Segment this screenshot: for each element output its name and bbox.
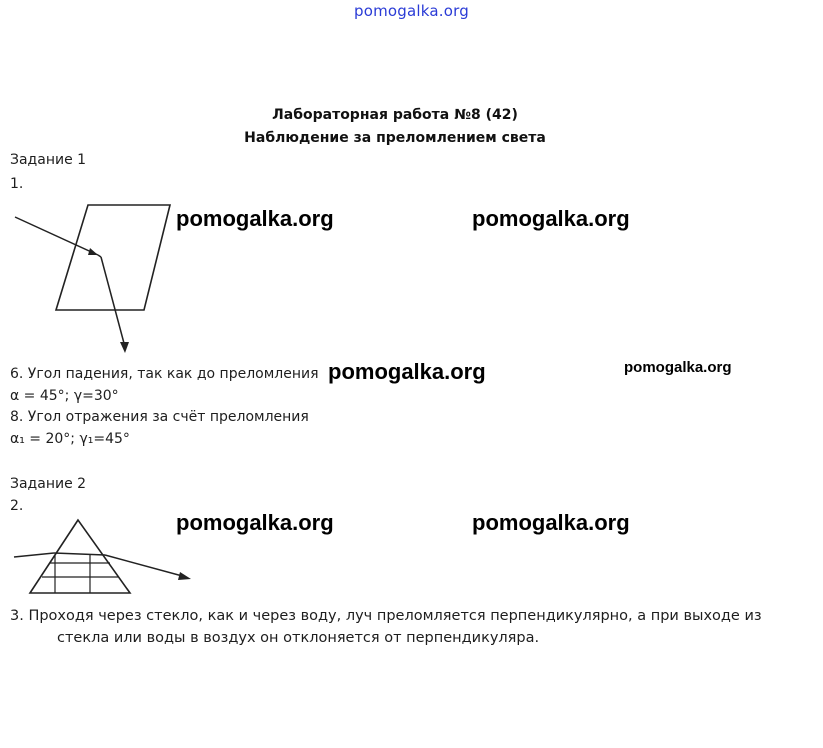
task2-heading: Задание 2 [10,476,87,492]
task1-item6: 6. Угол падения, так как до преломления [10,366,319,382]
glass-plate-shape [56,205,170,310]
prism-shape [30,520,130,593]
task1-values-1: α = 45°; γ=30° [10,388,119,404]
watermark-6: pomogalka.org [472,510,630,535]
inner-ray [54,553,105,555]
watermark-2: pomogalka.org [472,206,630,231]
watermark-1: pomogalka.org [176,206,334,231]
incident-ray-2 [14,553,54,557]
task1-heading: Задание 1 [10,152,87,168]
task2-item3-line1: 3. Проходя через стекло, как и через воду, луч преломляется перпендикулярно, а при выходе из [10,608,762,624]
incident-ray [15,217,98,255]
document-title: Лабораторная работа №8 (42) [272,107,518,123]
task1-item1-number: 1. [10,176,24,192]
task1-values-2: α₁ = 20°; γ₁=45° [10,431,130,447]
site-link[interactable]: pomogalka.org [354,2,469,20]
figure-prism-refraction [10,515,200,597]
task2-item2-number: 2. [10,498,24,514]
exit-ray [101,257,125,347]
figure-parallelogram-refraction [10,195,180,360]
document-subtitle: Наблюдение за преломлением света [244,130,546,146]
task2-item3-line2: стекла или воды в воздух он отклоняется от перпендикуляра. [57,630,540,646]
refracted-ray [98,255,101,257]
watermark-5: pomogalka.org [176,510,334,535]
task1-item8: 8. Угол отражения за счёт преломления [10,409,309,425]
watermark-3: pomogalka.org [328,359,486,384]
watermark-4: pomogalka.org [624,359,732,376]
